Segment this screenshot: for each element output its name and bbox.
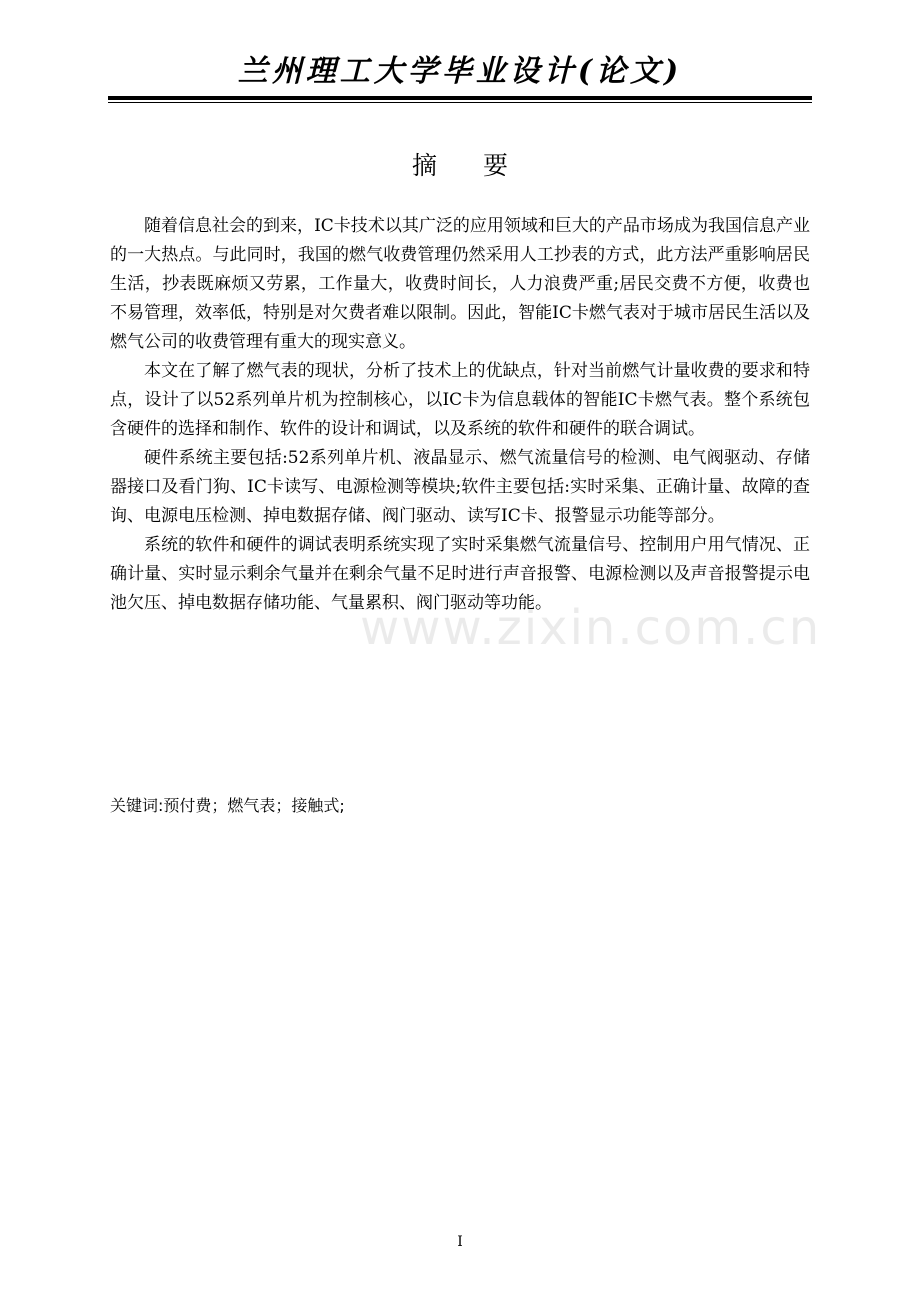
abstract-body (110, 212, 810, 618)
page-number: I (457, 1234, 463, 1250)
abstract-paragraph: 随着信息社会的到来，IC卡技术以其广泛的应用领域和巨大的产品市场成为我国信息产业的一大热点。与此同时，我国的燃气收费管理仍然采用人工抄表的方式，此方法严重影响居民生活，抄表既麻烦又劳累，工作量大，收费时间长，人力浪费严重;居民交费不方便，收费也不易管理，效率低，特别是对欠费者难以限制。因此，智能IC卡燃气表对于城市居民生活以及燃气公司的收费管理有重大的现实意义。 (110, 216, 810, 352)
watermark: www.zixin.com.cn (360, 600, 822, 656)
document-header-title: 兰州理工大学毕业设计(论文) (237, 54, 683, 89)
abstract-heading: 摘要 (411, 151, 554, 180)
abstract-paragraph: 系统的软件和硬件的调试表明系统实现了实时采集燃气流量信号、控制用户用气情况、正确计量、实时显示剩余气量并在剩余气量不足时进行声音报警、电源检测以及声音报警提示电池欠压、掉电数据存储功能、气量累积、阀门驱动等功能。 (110, 535, 810, 613)
keywords-line: 关键词:预付费；燃气表；接触式; (110, 796, 345, 815)
abstract-paragraph: 硬件系统主要包括:52系列单片机、液晶显示、燃气流量信号的检测、电气阀驱动、存储器接口及看门狗、IC卡读写、电源检测等模块;软件主要包括:实时采集、正确计量、故障的查询、电源电压检测、掉电数据存储、阀门驱动、读写IC卡、报警显示功能等部分。 (110, 448, 810, 526)
header-rule-thick (108, 96, 812, 100)
header-rule-thin (108, 102, 812, 103)
abstract-paragraph: 本文在了解了燃气表的现状，分析了技术上的优缺点，针对当前燃气计量收费的要求和特点，设计了以52系列单片机为控制核心，以IC卡为信息载体的智能IC卡燃气表。整个系统包含硬件的选择和制作、软件的设计和调试，以及系统的软件和硬件的联合调试。 (110, 361, 810, 439)
